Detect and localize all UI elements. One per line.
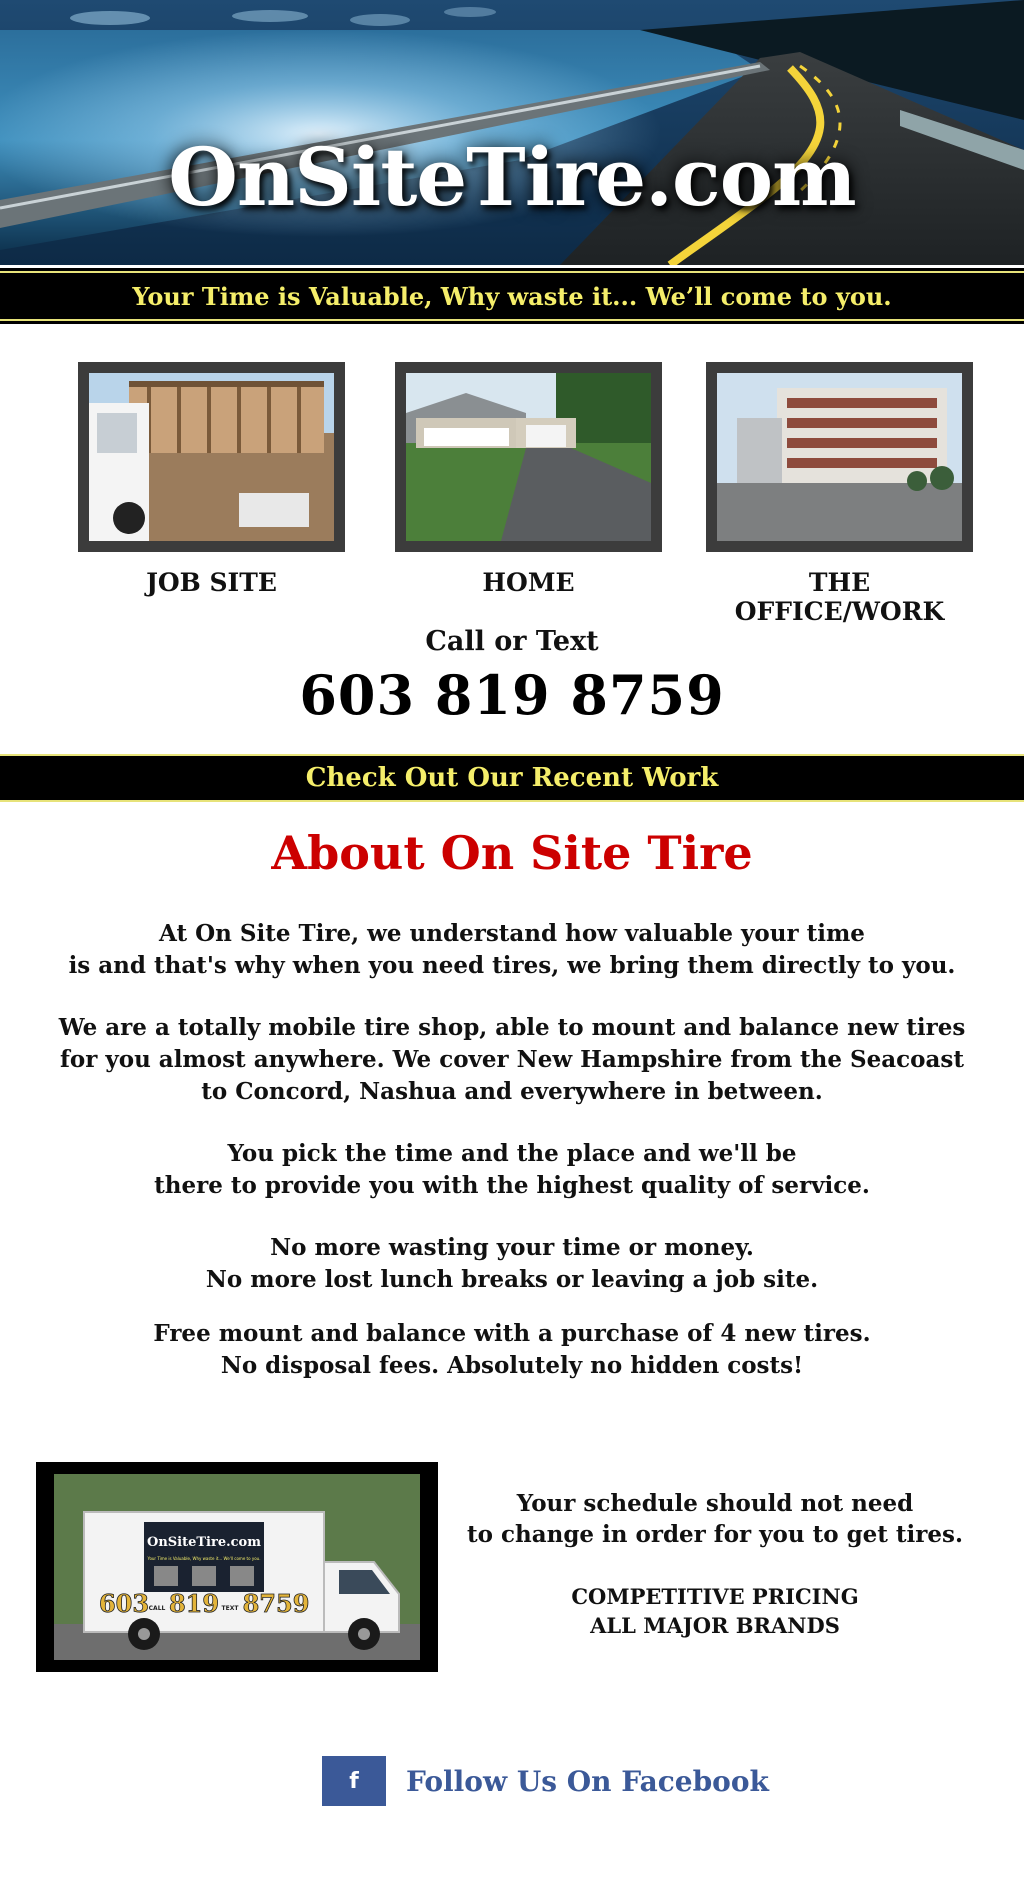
location-label: THE OFFICE/WORK [734,568,945,626]
truck-photo-frame [36,1462,438,1672]
about-line: You pick the time and the place and we'll be [227,1140,797,1167]
facebook-icon[interactable]: f [322,1756,386,1806]
recent-work-bar [0,754,1024,802]
truck-phone-part-3: 8759 [242,1589,310,1618]
about-paragraph-5 [20,1318,1004,1382]
truck-tagline: Your Time is Valuable, Why waste it... We'll come to you. [147,1556,261,1561]
pitch-features [450,1582,980,1640]
location-job-site [78,362,345,597]
about-heading: About On Site Tire [271,826,753,880]
about-paragraph-1 [20,918,1004,982]
truck-call-word: CALL [148,1605,166,1612]
phone-number[interactable]: 603 819 8759 [299,663,725,727]
about-paragraph-4 [20,1232,1004,1296]
facebook-follow-link[interactable] [322,1756,769,1806]
job-site-photo [89,373,334,541]
recent-work-link[interactable]: Check Out Our Recent Work [305,763,719,793]
truck-phone-part-2: 819 [168,1589,220,1618]
office-photo-frame [706,362,973,552]
pitch-line: to change in order for you to get tires. [467,1521,963,1548]
tagline-bar [0,265,1024,327]
truck-phone-part-1: 603 [98,1589,150,1618]
tagline: Your Time is Valuable, Why waste it... We’ll come to you. [132,282,892,311]
pitch-line: COMPETITIVE PRICING [571,1584,859,1609]
about-line: Free mount and balance with a purchase of 4 new tires. [153,1320,871,1347]
job-site-photo-frame [78,362,345,552]
about-paragraph-3 [20,1138,1004,1202]
home-photo-frame [395,362,662,552]
truck-brand: OnSiteTire.com [147,1535,261,1550]
about-line: No disposal fees. Absolutely no hidden costs! [220,1352,804,1379]
about-line: to Concord, Nashua and everywhere in between. [201,1078,823,1105]
pitch-line: Your schedule should not need [516,1490,914,1517]
location-label: HOME [482,568,575,597]
truck-text-word: TEXT [221,1605,239,1612]
facebook-label[interactable]: Follow Us On Facebook [406,1764,769,1798]
about-line: We are a totally mobile tire shop, able to mount and balance new tires [58,1014,966,1041]
contact-block [0,626,1024,727]
home-photo [406,373,651,541]
pitch-line: ALL MAJOR BRANDS [590,1613,840,1638]
about-line: No more lost lunch breaks or leaving a job site. [205,1266,819,1293]
pitch-schedule [450,1488,980,1550]
about-line: there to provide you with the highest quality of service. [154,1172,870,1199]
location-home [395,362,662,597]
about-line: is and that's why when you need tires, we bring them directly to you. [68,952,956,979]
site-logo[interactable]: OnSiteTire.com [168,130,856,224]
call-or-text-label: Call or Text [425,626,599,657]
about-line: At On Site Tire, we understand how valuable your time [159,920,865,947]
location-label: JOB SITE [146,568,277,597]
location-office-work [706,362,973,626]
about-paragraph-2 [20,1012,1004,1108]
truck-photo [54,1474,420,1660]
about-line: No more wasting your time or money. [270,1234,754,1261]
office-photo [717,373,962,541]
about-line: for you almost anywhere. We cover New Hampshire from the Seacoast [60,1046,964,1073]
hero-banner [0,0,1024,265]
